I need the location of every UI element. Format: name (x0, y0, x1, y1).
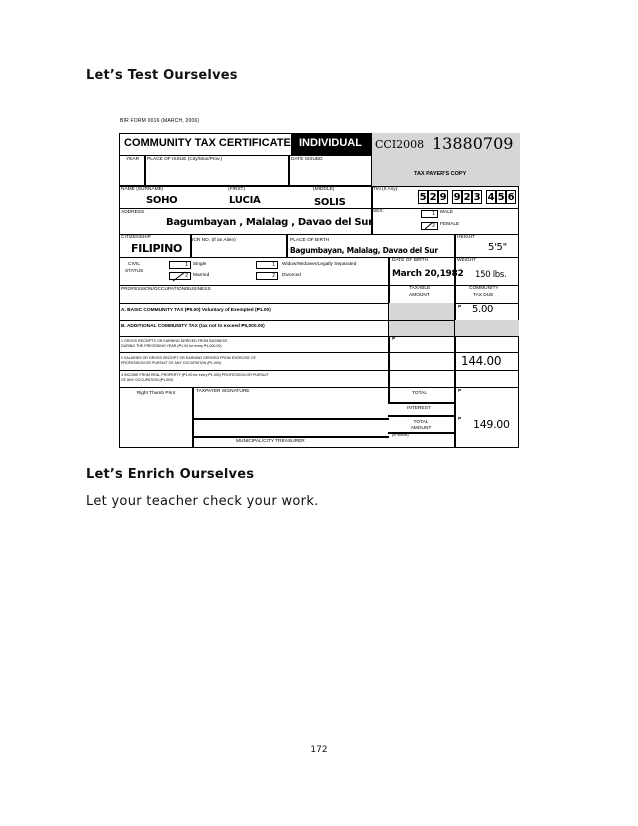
weight-label: WEIGHT (457, 258, 477, 263)
weight-divider (454, 257, 456, 285)
interest-label: INTEREST (407, 406, 431, 411)
pob-label: PLACE OF BIRTH (290, 238, 330, 243)
total-peso-sign: ₱ (458, 389, 462, 394)
individual-banner (291, 133, 371, 155)
title-cell (119, 133, 291, 155)
cci-prefix: CCI2008 (375, 138, 425, 151)
profession-label: PROFESSION/OCCUPATION/BUSINESS (121, 287, 211, 292)
dob-label: DATE OF BIRTH (392, 258, 429, 263)
community-label-1: COMMUNITY (469, 286, 499, 291)
taxable-label-2: AMOUNT (409, 293, 430, 298)
single-label: Single (193, 262, 207, 267)
height-label: HEIGHT (457, 235, 476, 240)
interest-row-line (388, 402, 454, 404)
total-amount-peso-sign: ₱ (458, 417, 462, 422)
citizenship-label: CITIZENSHIP (121, 235, 151, 240)
treasurer-label: MUNICIPAL/CITY TREASURER (236, 439, 305, 444)
divorced-checkbox (256, 272, 278, 280)
civil-option-number: 1 (272, 262, 275, 268)
words-label: (in words) (392, 433, 409, 437)
taxable-label-1: TAXABLE (409, 286, 431, 291)
line1-peso-sign: ₱ (392, 337, 396, 342)
first-label: (FIRST) (228, 187, 246, 192)
pob-value: Bagumbayan, Malalag, Davao del Sur (290, 246, 438, 255)
individual-label: INDIVIDUAL (299, 137, 362, 149)
total-amount-label: TOTAL AMOUNT (410, 420, 432, 431)
address-value: Bagumbayan , Malalag , Davao del Sur (166, 217, 373, 228)
divorced-label: Divorced (282, 273, 301, 278)
form-title: COMMUNITY TAX CERTIFICATE (124, 137, 291, 149)
pob-divider (286, 234, 288, 257)
total-amount-row-line (388, 415, 454, 417)
additional-tax-label: B. ADDITIONAL COMMUNITY TAX (tax not to exceed ₱5,000.00) (121, 324, 265, 329)
sex-female-label: FEMALE (440, 222, 460, 227)
form-id: BIR FORM 0016 (MARCH, 2006) (120, 118, 200, 124)
check-mark-icon (170, 271, 192, 282)
first-value: LUCIA (229, 195, 261, 206)
middle-label: (MIDDLE) (313, 187, 335, 192)
year-label: YEAR (126, 157, 140, 162)
civil-label-2: STATUS (125, 269, 144, 274)
tin-digit: 2 (463, 192, 471, 203)
height-divider (454, 234, 456, 257)
tin-digit: 4 (487, 192, 495, 203)
sex-male-checkbox (421, 210, 438, 218)
date-issued-label: DATE ISSUED (291, 157, 323, 162)
copy-label: TAX PAYER'S COPY (414, 171, 467, 177)
line2-label: 2 SALARIES OR GROSS RECEIPT OR EARNING DERIVED FROM EXERCISE OF PROFESSION OR PURSUIT OF ANY OCCUPATION (₱1,000) (121, 356, 256, 365)
height-value: 5'5" (488, 242, 507, 253)
citizenship-value: FILIPINO (131, 242, 183, 255)
married-label: Married (193, 273, 210, 278)
heading-test-ourselves: Let’s Test Ourselves (86, 68, 238, 83)
tin-label: TIN (If Any): (373, 187, 399, 192)
line1-label: 1 GROSS RECEIPTS OR EARNING DERIVED FROM BUSINESS DURING THE PRECEDING YEAR (₱1.00 for every ₱1,000.00) (121, 339, 228, 348)
civil-option-number: 1 (185, 262, 188, 268)
icr-label: ICR NO. (If an Alien) (192, 238, 236, 243)
additional-community-shade (455, 320, 519, 336)
cci-number: 13880709 (432, 134, 514, 153)
date-divider (288, 155, 290, 186)
sex-option-number: 1 (432, 211, 435, 217)
enrich-instruction: Let your teacher check your work. (86, 494, 319, 509)
basic-peso-sign: ₱ (458, 305, 462, 310)
tin-digit: 9 (453, 192, 461, 203)
tin-digit: 2 (429, 192, 437, 203)
name-label: NAME (SURNAME) (121, 187, 164, 192)
treasurer-line (193, 436, 389, 438)
sex-female-checkbox (421, 222, 438, 230)
tin-digit: 6 (507, 192, 515, 203)
heading-enrich-ourselves: Let’s Enrich Ourselves (86, 467, 255, 482)
copy-cell (371, 157, 520, 186)
tin-digit: 9 (439, 192, 447, 203)
civil-option-number: 2 (272, 273, 275, 279)
community-label-2: TAX DUE (473, 293, 494, 298)
line2-value: 144.00 (461, 354, 502, 368)
civil-label-1: CIVIL (128, 262, 140, 267)
civil-option-number: 2 (185, 273, 188, 279)
married-checkbox (169, 272, 191, 280)
cci-cell (371, 133, 520, 157)
address-label: ADDRESS (121, 210, 145, 215)
dob-value: March 20,1982 (392, 269, 464, 279)
dob-divider (388, 257, 390, 285)
community-tax-certificate-form (116, 118, 521, 450)
single-checkbox (169, 261, 191, 269)
widow-checkbox (256, 261, 278, 269)
widow-label: Widow/Widower/Legally Separated (282, 262, 357, 267)
thumb-label: Right Thumb Print (136, 391, 176, 396)
middle-value: SOLIS (314, 197, 346, 208)
total-label: TOTAL (412, 391, 428, 396)
sex-male-label: MALE (440, 210, 454, 215)
tin-digit: 3 (473, 192, 481, 203)
line3-label: 3 INCOME FROM REAL PROPERTY (₱1.00 for every ₱1,000) PROFESSION OR PURSUIT OF ANY OCCUPATION (₱1,000) (121, 373, 269, 382)
basic-tax-value: 5.00 (472, 304, 494, 315)
place-issue-label: PLACE OF ISSUE (City/Mun/Prov.) (147, 157, 223, 162)
sex-option-number: 2 (432, 223, 435, 229)
page-number: 172 (310, 745, 328, 755)
tin-digit: 5 (497, 192, 505, 203)
basic-tax-label: A. BASIC COMMUNITY TAX (₱5.00) Voluntary of Exempted (₱1.00) (121, 308, 271, 313)
total-amount-value: 149.00 (473, 418, 510, 431)
check-mark-icon (422, 221, 439, 231)
weight-value: 150 lbs. (475, 270, 507, 280)
tin-digit: 5 (419, 192, 427, 203)
surname-value: SOHO (146, 195, 178, 206)
year-divider (144, 155, 146, 186)
signature-line (193, 418, 389, 420)
signature-label: TAXPAYER SIGNATURE (196, 389, 250, 394)
sex-label: SEX: (373, 209, 384, 214)
